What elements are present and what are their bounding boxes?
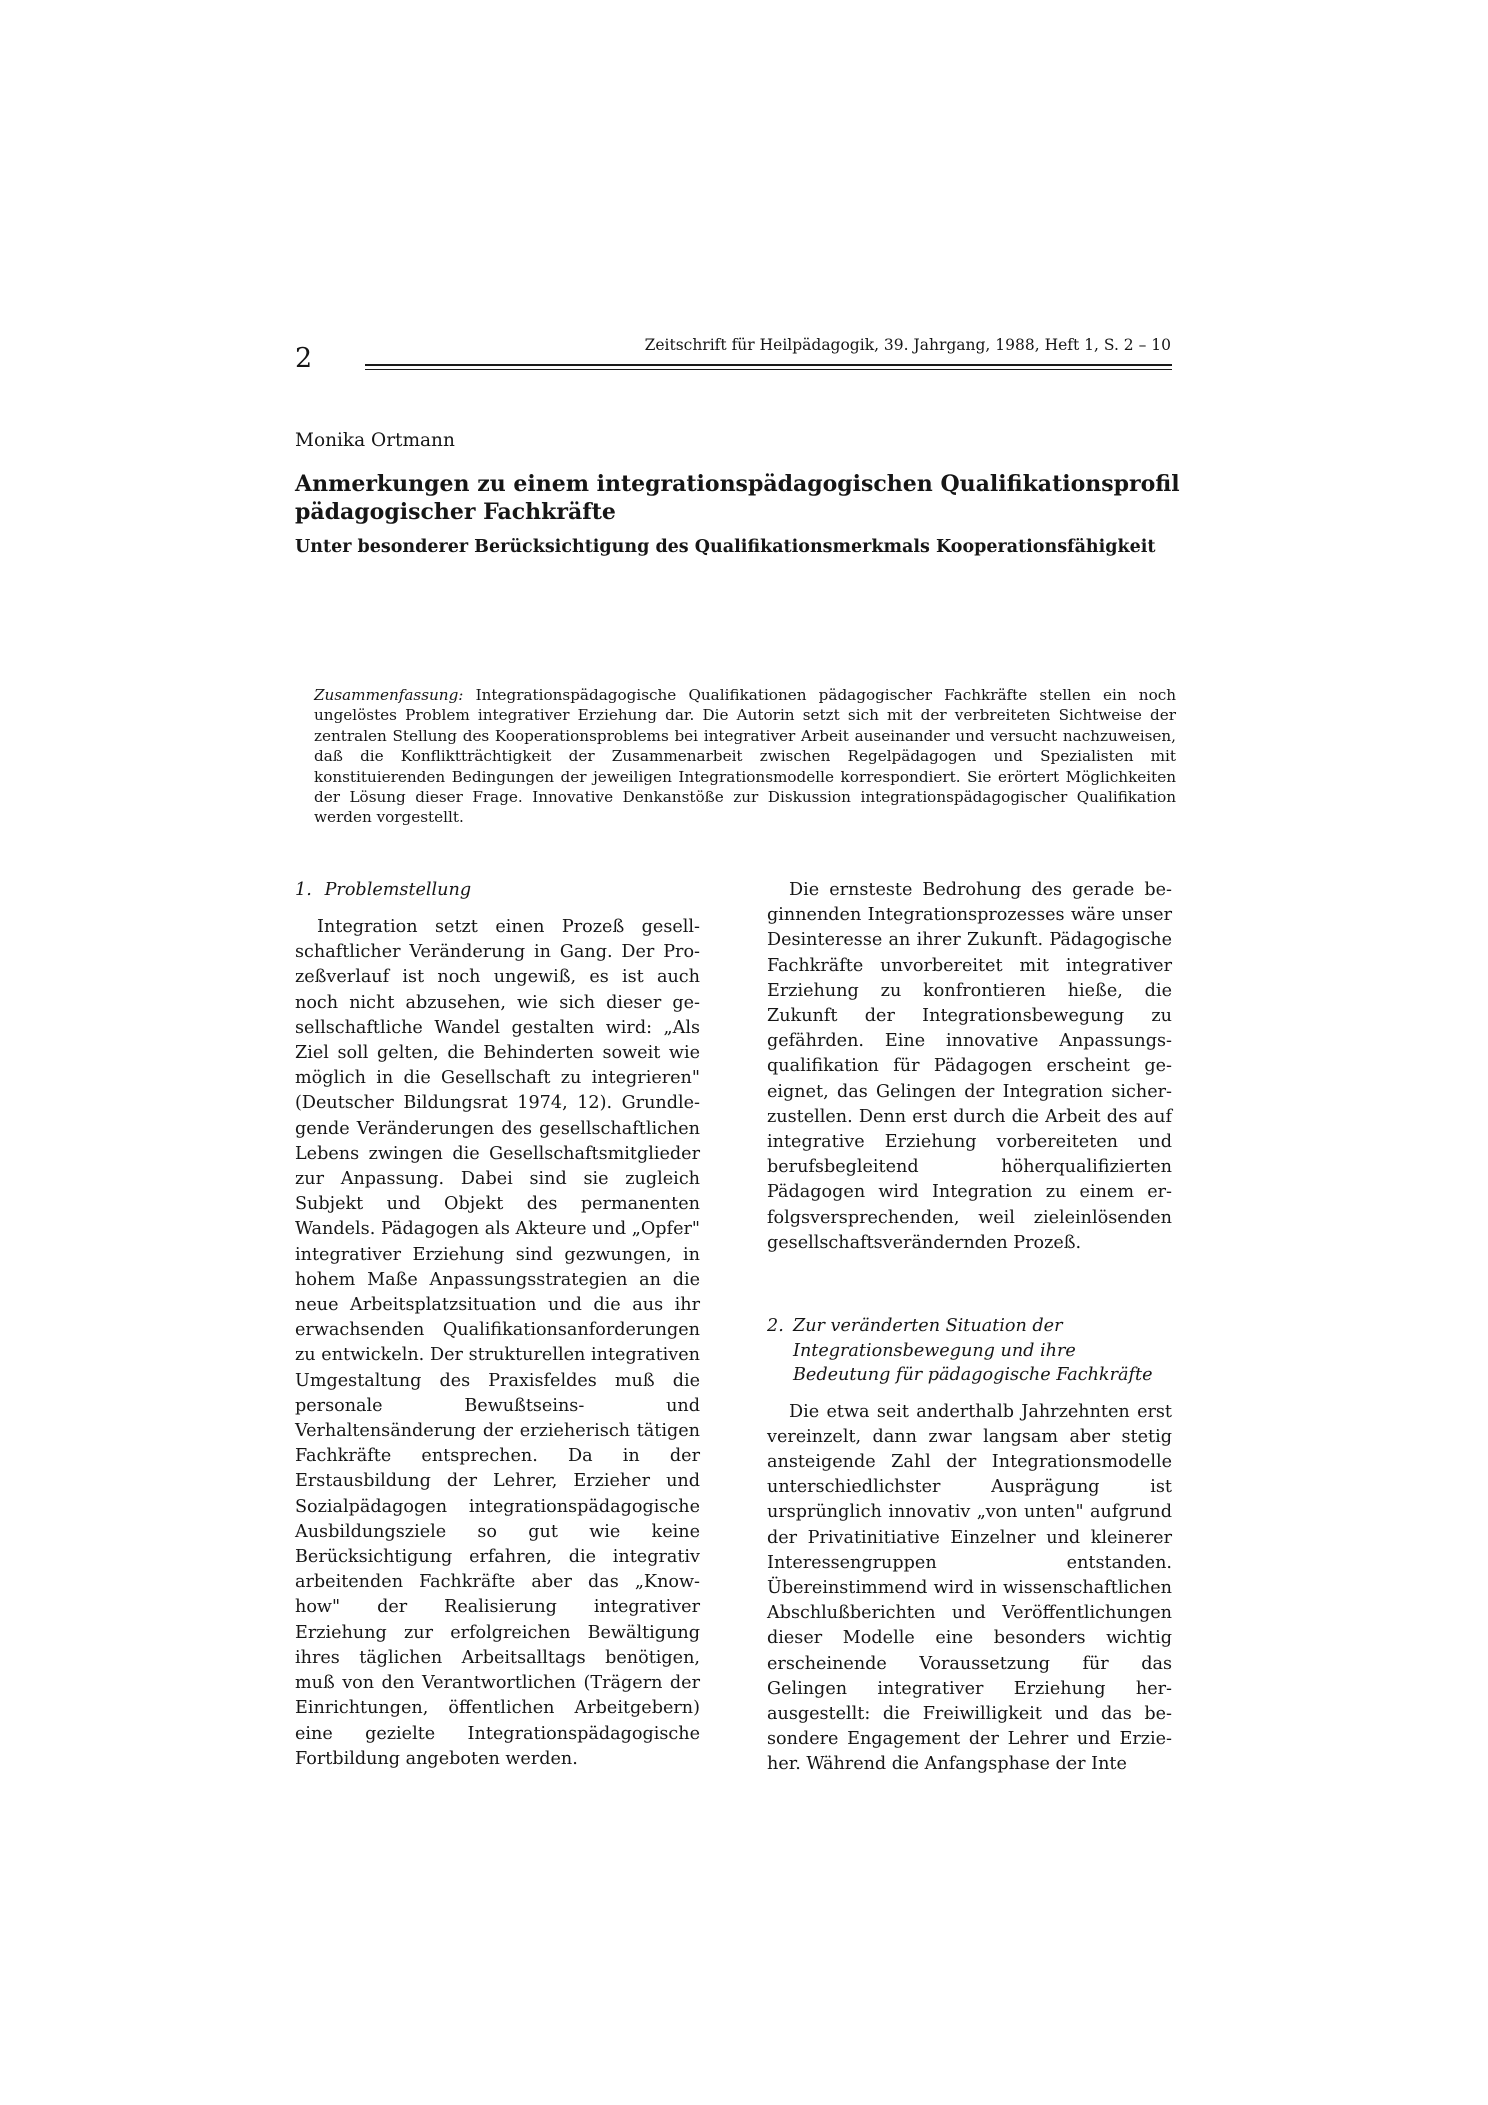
article-subtitle: Unter besonderer Berücksichtigung des Qualifikationsmerkmals Kooperationsfähigkeit — [295, 537, 1156, 557]
column-left — [295, 878, 700, 1772]
body-paragraph: Die ernsteste Bedrohung des gerade beginnenden Integrationsprozesses wäre unser Desinteresse an ihrer Zukunft. Pädagogische Fachkräfte unvorbereitet mit integrativer Erziehung zu konfrontieren hieße, die Zukunft der Integrationsbewegung zu gefährden. Eine innovative Anpassungsqualifikation für Pädagogen erscheint geeignet, das Gelingen der Integration sicherzustellen. Denn erst durch die Arbeit des auf integrative Erziehung vorbereiteten und berufsbegleitend höherqualifizierten Pädagogen wird Integration zu einem erfolgsversprechenden, weil zieleinlösenden gesellschaftsverändernden Prozeß. — [767, 880, 1172, 1253]
section-heading — [295, 878, 700, 903]
section-number: 1. — [295, 880, 312, 900]
section-title: Zur veränderten Situation der Integrationsbewegung und ihre Bedeutung für pädagogische Fachkräfte — [793, 1316, 1153, 1386]
header-rule-thick — [365, 364, 1172, 366]
section-heading — [767, 1314, 1172, 1388]
abstract — [314, 685, 1176, 828]
abstract-text: Integrationspädagogische Qualifikationen pädagogischer Fachkräfte stellen ein noch ungelöstes Problem integrativer Erziehung dar. Die Autorin setzt sich mit der verbreiteten Sichtweise der zentralen Stellung des Kooperationsproblems bei integrativer Arbeit auseinander und versucht nachzuweisen, daß die Konfliktträchtigkeit der Zusammenarbeit zwischen Regelpädagogen und Spezialisten mit konstituierenden Bedingungen der jeweiligen Integrationsmodelle korrespondiert. Sie erörtert Möglichkeiten der Lösung dieser Frage. Innovative Denkanstöße zur Diskussion integrationspädagogischer Qualifikation werden vorgestellt. — [314, 686, 1177, 827]
body-paragraph: Die etwa seit anderthalb Jahrzehnten erst vereinzelt, dann zwar langsam aber stetig ansteigende Zahl der Integrationsmodelle unterschiedlichster Ausprägung ist ursprünglich innovativ „von unten" aufgrund der Privatinitiative Einzelner und kleinerer Interessengruppen entstanden. Übereinstimmend wird in wissenschaftlichen Abschlußberichten und Veröffentlichungen dieser Modelle eine besonders wichtig erscheinende Voraussetzung für das Gelingen integrativer Erziehung herausgestellt: die Freiwilligkeit und das besondere Engagement der Lehrer und Erzieher. Während die Anfangsphase der Inte — [767, 1401, 1172, 1775]
header-rule-thin — [365, 369, 1172, 370]
running-head: Zeitschrift für Heilpädagogik, 39. Jahrgang, 1988, Heft 1, S. 2 – 10 — [644, 336, 1171, 354]
section-title: Problemstellung — [324, 880, 472, 900]
article-title: Anmerkungen zu einem integrationspädagogischen Qualifikationsprofil pädagogischer Fachkräfte — [295, 471, 1180, 525]
abstract-label: Zusammenfassung: — [314, 686, 464, 704]
column-right — [767, 878, 1172, 1778]
page-number: 2 — [295, 343, 313, 374]
body-paragraph: Integration setzt einen Prozeß gesellschaftlicher Veränderung in Gang. Der Prozeßverlauf ist noch ungewiß, es ist auch noch nicht abzusehen, wie sich dieser gesellschaftliche Wandel gestalten wird: „Als Ziel soll gelten, die Behinderten soweit wie möglich in die Gesellschaft zu integrieren" (Deutscher Bildungsrat 1974, 12). Grundlegende Veränderungen des gesellschaftlichen Lebens zwingen die Gesellschaftsmitglieder zur Anpassung. Dabei sind sie zugleich Subjekt und Objekt des permanenten Wandels. Pädagogen als Akteure und „Opfer" integrativer Erziehung sind gezwungen, in hohem Maße Anpassungsstrategien an die neue Arbeitsplatzsituation und die aus ihr erwachsenden Qualifikationsanforderungen zu entwickeln. Der strukturellen integrativen Umgestaltung des Praxisfeldes muß die personale Bewußtseins- und Verhaltensänderung der erzieherisch tätigen Fachkräfte entsprechen. Da in der Erstausbildung der Lehrer, Erzieher und Sozialpädagogen integrationspädagogische Ausbildungsziele so gut wie keine Berücksichtigung erfahren, die integrativ arbeitenden Fachkräfte aber das „Know-how" der Realisierung integrativer Erziehung zur erfolgreichen Bewältigung ihres täglichen Arbeitsalltags benötigen, muß von den Verantwortlichen (Trägern der Einrichtungen, öffentlichen Arbeitgebern) eine gezielte Integrationspädagogische Fortbildung angeboten werden. — [295, 917, 700, 1769]
section-number: 2. — [767, 1316, 784, 1337]
author-name: Monika Ortmann — [295, 430, 455, 451]
